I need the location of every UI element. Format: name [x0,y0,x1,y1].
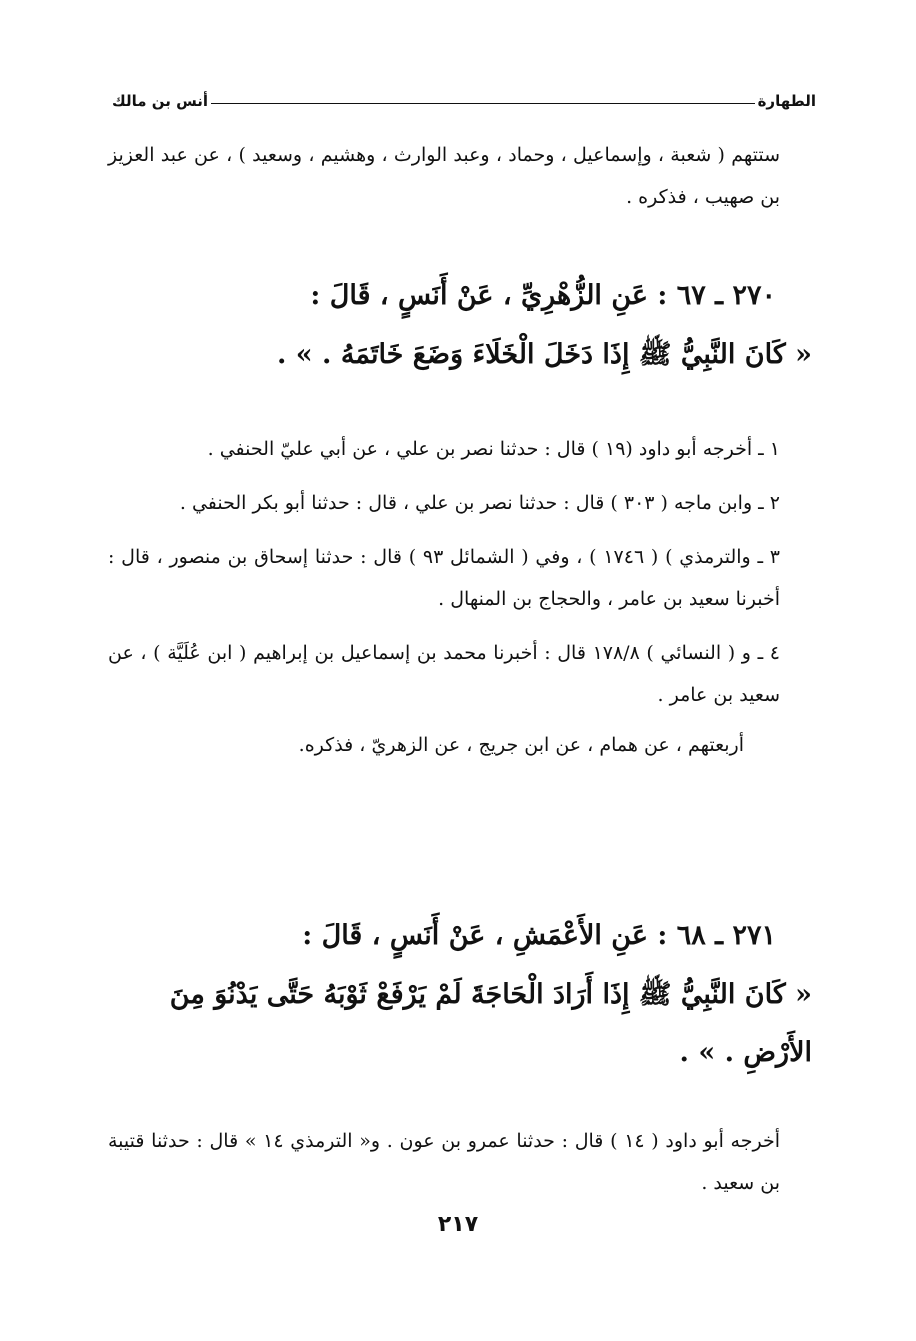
takhrij-item-3: ٣ ـ والترمذي ) ( ١٧٤٦ ) ، وفي ( الشمائل ٩٣ ) قال : حدثنا إسحاق بن منصور ، قال : أخبرنا سعيد بن عامر ، والحجاج بن المنهال . [108,546,781,610]
takhrij-270-block [108,428,816,766]
intro-block [108,134,816,218]
running-header [112,82,816,110]
takhrij-item-4: ٤ ـ و ( النسائي ) ١٧٨/٨ قال : أخبرنا محمد بن إسماعيل بن إبراهيم ( ابن عُلَيَّة ) ، عن سعيد بن عامر . [108,642,780,706]
intro-paragraph: ستتهم ( شعبة ، وإسماعيل ، وحماد ، وعبد الوارث ، وهشيم ، وسعيد ) ، عن عبد العزيز بن صهيب ، فذكره . [108,144,780,208]
takhrij-271-block [108,1120,816,1204]
chapter-title: الطهارة [757,92,816,110]
hadith-271-text: « كَانَ النَّبِيُّ ﷺ إِذَا أَرَادَ الْحَاجَةَ لَمْ يَرْفَعْ ثَوْبَهُ حَتَّى يَدْنُوَ مِنَ الأَرْضِ . » . [169,979,812,1068]
hadith-271-heading: ٢٧١ ـ ٦٨ : عَنِ الأَعْمَشِ ، عَنْ أَنَسٍ ، قَالَ : [302,920,776,951]
summary-270: أربعتهم ، عن همام ، عن ابن جريج ، عن الزهريّ ، فذكره. [298,734,744,756]
hadith-270-heading: ٢٧٠ ـ ٦٧ : عَنِ الزُّهْرِيِّ ، عَنْ أَنَسٍ ، قَالَ : [310,280,776,311]
header-rule [211,103,755,104]
takhrij-item-2: ٢ ـ وابن ماجه ( ٣٠٣ ) قال : حدثنا نصر بن علي ، قال : حدثنا أبو بكر الحنفي . [179,492,780,514]
page-number: ٢١٧ [437,1212,479,1237]
takhrij-item-1: ١ ـ أخرجه أبو داود (١٩ ) قال : حدثنا نصر بن علي ، عن أبي عليّ الحنفي . [207,438,780,460]
hadith-270-text: « كَانَ النَّبِيُّ ﷺ إِذَا دَخَلَ الْخَلَاءَ وَضَعَ خَاتَمَهُ . » . [276,339,812,370]
takhrij-271: أخرجه أبو داود ( ١٤ ) قال : حدثنا عمرو بن عون . و« الترمذي ١٤ » قال : حدثنا قتيبة بن سعيد . [108,1130,780,1194]
narrator-title: أنس بن مالك [112,92,209,110]
